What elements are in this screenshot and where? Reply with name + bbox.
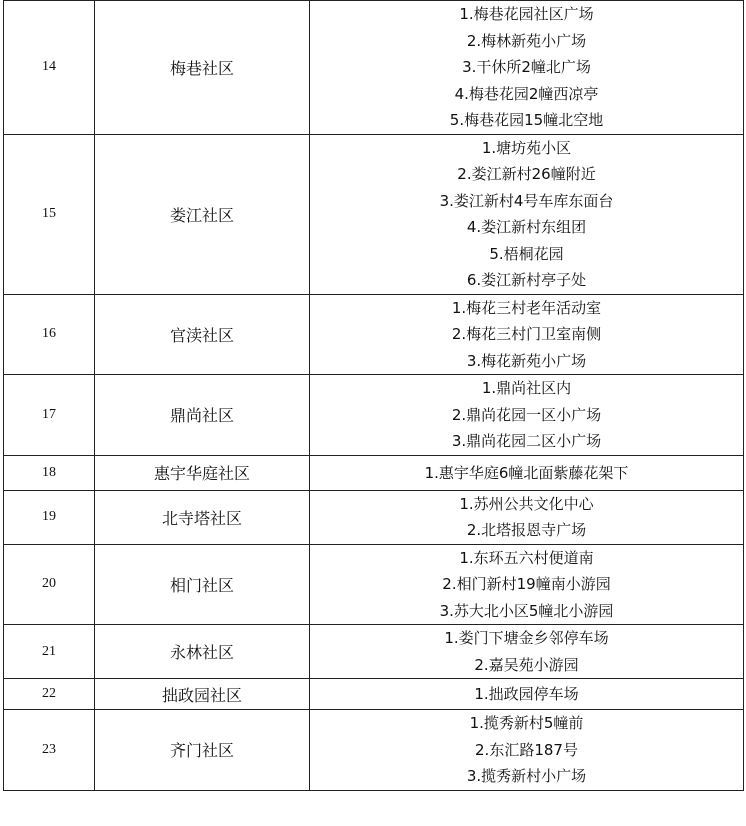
location-item: 1.梅巷花园社区广场 <box>459 5 594 23</box>
location-list <box>310 625 744 679</box>
location-item: 2.梅花三村门卫室南侧 <box>451 325 602 343</box>
community-name: 拙政园社区 <box>95 679 310 710</box>
row-number: 21 <box>4 625 95 679</box>
location-item: 3.鼎尚花园二区小广场 <box>451 432 602 450</box>
location-item: 4.梅巷花园2幢西凉亭 <box>454 84 599 103</box>
location-list <box>310 1 744 135</box>
location-item: 1.东环五六村便道南 <box>459 548 594 567</box>
table-row <box>4 625 744 679</box>
table-row <box>4 134 744 294</box>
community-name: 相门社区 <box>95 544 310 625</box>
location-item: 4.娄江新村东组团 <box>466 218 587 236</box>
row-number: 19 <box>4 490 95 544</box>
row-number: 18 <box>4 455 95 490</box>
table-row <box>4 294 744 375</box>
community-name: 惠宇华庭社区 <box>95 455 310 490</box>
location-item: 1.塘坊苑小区 <box>481 138 572 157</box>
table-row <box>4 490 744 544</box>
row-number: 17 <box>4 375 95 456</box>
community-name: 官渎社区 <box>95 294 310 375</box>
location-item: 1.拙政园停车场 <box>474 685 579 703</box>
row-number: 15 <box>4 134 95 294</box>
location-list <box>310 544 744 625</box>
table-row <box>4 710 744 791</box>
community-name: 永林社区 <box>95 625 310 679</box>
location-item: 3.娄江新村4号车库东面台 <box>439 191 614 210</box>
table-row <box>4 1 744 135</box>
location-item: 1.鼎尚社区内 <box>481 379 572 397</box>
location-list <box>310 134 744 294</box>
location-list <box>310 375 744 456</box>
location-list <box>310 490 744 544</box>
location-item: 6.娄江新村亭子处 <box>466 271 587 289</box>
location-list <box>310 294 744 375</box>
location-item: 2.嘉吴苑小游园 <box>474 655 579 674</box>
location-item: 1.揽秀新村5幢前 <box>469 714 584 732</box>
location-item: 3.揽秀新村小广场 <box>466 767 587 785</box>
location-item: 3.苏大北小区5幢北小游园 <box>439 601 614 620</box>
table-row <box>4 544 744 625</box>
table-row <box>4 455 744 490</box>
location-item: 2.鼎尚花园一区小广场 <box>451 405 602 424</box>
community-name: 北寺塔社区 <box>95 490 310 544</box>
location-item: 3.梅花新苑小广场 <box>466 351 587 370</box>
location-item: 2.梅林新苑小广场 <box>466 31 587 50</box>
row-number: 14 <box>4 1 95 135</box>
location-list <box>310 455 744 490</box>
community-name: 娄江社区 <box>95 134 310 294</box>
row-number: 22 <box>4 679 95 710</box>
location-item: 3.干休所2幢北广场 <box>462 58 591 76</box>
location-list <box>310 710 744 791</box>
row-number: 20 <box>4 544 95 625</box>
location-item: 2.娄江新村26幢附近 <box>457 165 596 183</box>
community-name: 梅巷社区 <box>95 1 310 135</box>
location-list <box>310 679 744 710</box>
table-row <box>4 679 744 710</box>
row-number: 23 <box>4 710 95 791</box>
location-item: 5.梅巷花园15幢北空地 <box>449 111 604 129</box>
community-name: 鼎尚社区 <box>95 375 310 456</box>
location-item: 2.相门新村19幢南小游园 <box>442 575 611 593</box>
location-item: 2.东汇路187号 <box>475 740 578 759</box>
location-item: 5.梧桐花园 <box>489 244 564 263</box>
table-row <box>4 375 744 456</box>
community-name: 齐门社区 <box>95 710 310 791</box>
location-item: 1.苏州公共文化中心 <box>459 494 594 513</box>
location-item: 1.娄门下塘金乡邻停车场 <box>444 629 609 647</box>
location-item: 2.北塔报恩寺广场 <box>466 521 587 539</box>
location-item: 1.惠宇华庭6幢北面紫藤花架下 <box>424 463 629 482</box>
location-item: 1.梅花三村老年活动室 <box>451 298 602 317</box>
community-locations-table <box>3 0 744 791</box>
row-number: 16 <box>4 294 95 375</box>
